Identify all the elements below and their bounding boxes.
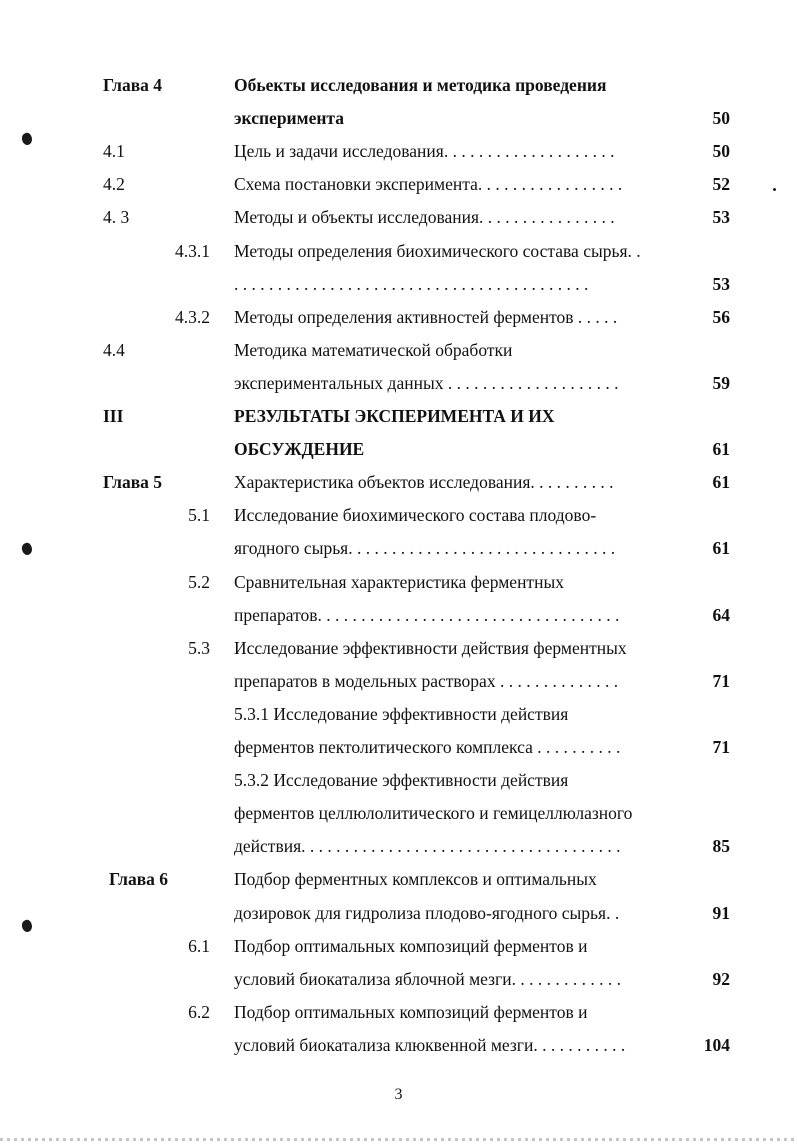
toc-page-number: 104 [703,1034,730,1055]
toc-page-number: 53 [712,207,730,228]
toc-row [0,764,797,797]
toc-title: Подбор ферментных комплексов и оптимальных [234,869,597,890]
toc-row [0,797,797,830]
toc-section-number: 5.3 [188,637,210,658]
toc-row [0,168,797,201]
toc-row [0,665,797,698]
toc-title: 5.3.2 Исследование эффективности действия [234,770,569,791]
toc-row [0,433,797,466]
toc-title: экспериментальных данных . . . . . . . . . . . . . . . . . . . . [234,372,619,393]
toc-title: Сравнительная характеристика ферментных [234,571,564,592]
toc-row [0,930,797,963]
toc-title: 5.3.1 Исследование эффективности действия [234,703,569,724]
scan-edge-noise [0,1138,797,1141]
toc-title: Методы и объекты исследования. . . . . . . . . . . . . . . . [234,207,615,228]
toc-page-number: 92 [712,968,730,989]
toc-section-number: 4.1 [103,141,125,162]
toc-row [0,532,797,565]
toc-row [0,102,797,135]
toc-title: эксперимента [234,108,344,129]
toc-title: препаратов в модельных растворах . . . . . . . . . . . . . . [234,670,619,691]
toc-title: Подбор оптимальных композиций ферментов и [234,935,588,956]
toc-title: ферментов целлюлолитического и гемицеллюлазного [234,803,633,824]
toc-section-number: Глава 5 [103,472,163,493]
toc-row [0,897,797,930]
toc-row [0,235,797,268]
toc-row [0,400,797,433]
toc-section-number: 5.2 [188,571,210,592]
toc-section-number: 4.3.1 [175,240,210,261]
toc-row [0,632,797,665]
toc-title: Методы определения активностей ферментов . . . . . [234,306,618,327]
toc-row [0,863,797,896]
toc-page-number: 59 [712,372,730,393]
toc-row [0,996,797,1029]
toc-page-number: 71 [712,670,730,691]
toc-row [0,566,797,599]
toc-row [0,731,797,764]
toc-row [0,135,797,168]
toc-page-number: 53 [712,273,730,294]
toc-title: препаратов. . . . . . . . . . . . . . . . . . . . . . . . . . . . . . . . . . . [234,604,620,625]
toc-title: Обьекты исследования и методика проведения [234,75,607,95]
toc-page-number: 56 [712,306,730,327]
toc-title: ягодного сырья. . . . . . . . . . . . . . . . . . . . . . . . . . . . . . . [234,538,616,559]
toc-row [0,367,797,400]
toc-page-number: 50 [712,141,730,162]
toc-section-number: 4. 3 [103,207,130,228]
toc-title: Цель и задачи исследования. . . . . . . . . . . . . . . . . . . . [234,141,615,162]
toc-page-number: 61 [712,472,730,493]
toc-row [0,301,797,334]
toc-row [0,69,797,102]
toc-title: РЕЗУЛЬТАТЫ ЭКСПЕРИМЕНТА И ИХ [234,406,555,426]
toc-section-number: III [103,406,124,426]
toc-title: действия. . . . . . . . . . . . . . . . . . . . . . . . . . . . . . . . . . . . . [234,836,621,857]
toc-page-number: 85 [712,836,730,857]
toc-title: ферментов пектолитического комплекса . . . . . . . . . . [234,737,621,757]
toc-row [0,499,797,532]
toc-page-number: 52 [712,174,730,195]
toc-section-number: 4.3.2 [175,306,210,327]
toc-section-number: Глава 4 [103,75,163,95]
toc-title: дозировок для гидролиза плодово-ягодного сырья. . [234,902,620,923]
toc-page-number: 50 [712,108,730,129]
toc-row [0,599,797,632]
toc-section-number: 4.2 [103,174,125,195]
toc-row [0,698,797,731]
toc-row [0,830,797,863]
toc-title: условий биокатализа яблочной мезги. . . . . . . . . . . . . [234,968,621,989]
toc-title: Исследование биохимического состава плодово- [234,505,597,526]
toc-section-number: 5.1 [188,505,210,526]
toc-row [0,466,797,499]
toc-title: Подбор оптимальных композиций ферментов и [234,1001,588,1022]
toc-title: условий биокатализа клюквенной мезги. . . . . . . . . . . [234,1034,626,1055]
toc-page-number: 91 [712,902,730,923]
toc-row [0,1029,797,1062]
toc-section-number: 6.1 [188,935,210,956]
toc-title: Схема постановки эксперимента. . . . . . . . . . . . . . . . . [234,174,623,195]
toc-section-number: 6.2 [188,1001,210,1022]
toc-row [0,268,797,301]
toc-title: ОБСУЖДЕНИЕ [234,439,365,460]
toc-title: Методы определения биохимического состава сырья. . [234,240,641,261]
toc-page-number: 71 [712,737,730,757]
toc-section-number: Глава 6 [109,869,169,890]
toc-row [0,334,797,367]
toc-title: . . . . . . . . . . . . . . . . . . . . . . . . . . . . . . . . . . . . . . . . . [234,273,589,294]
toc-row [0,201,797,234]
toc-title: Исследование эффективности действия ферментных [234,637,627,658]
toc-page-number: 64 [712,604,730,625]
toc-title: Методика математической обработки [234,339,513,360]
toc-page-number: 61 [712,439,730,460]
toc-page-number: 61 [712,538,730,559]
page-number: 3 [394,1086,403,1103]
toc-section-number: 4.4 [103,339,125,360]
toc-title: Характеристика объектов исследования. . . . . . . . . . [234,472,614,493]
toc-row [0,963,797,996]
